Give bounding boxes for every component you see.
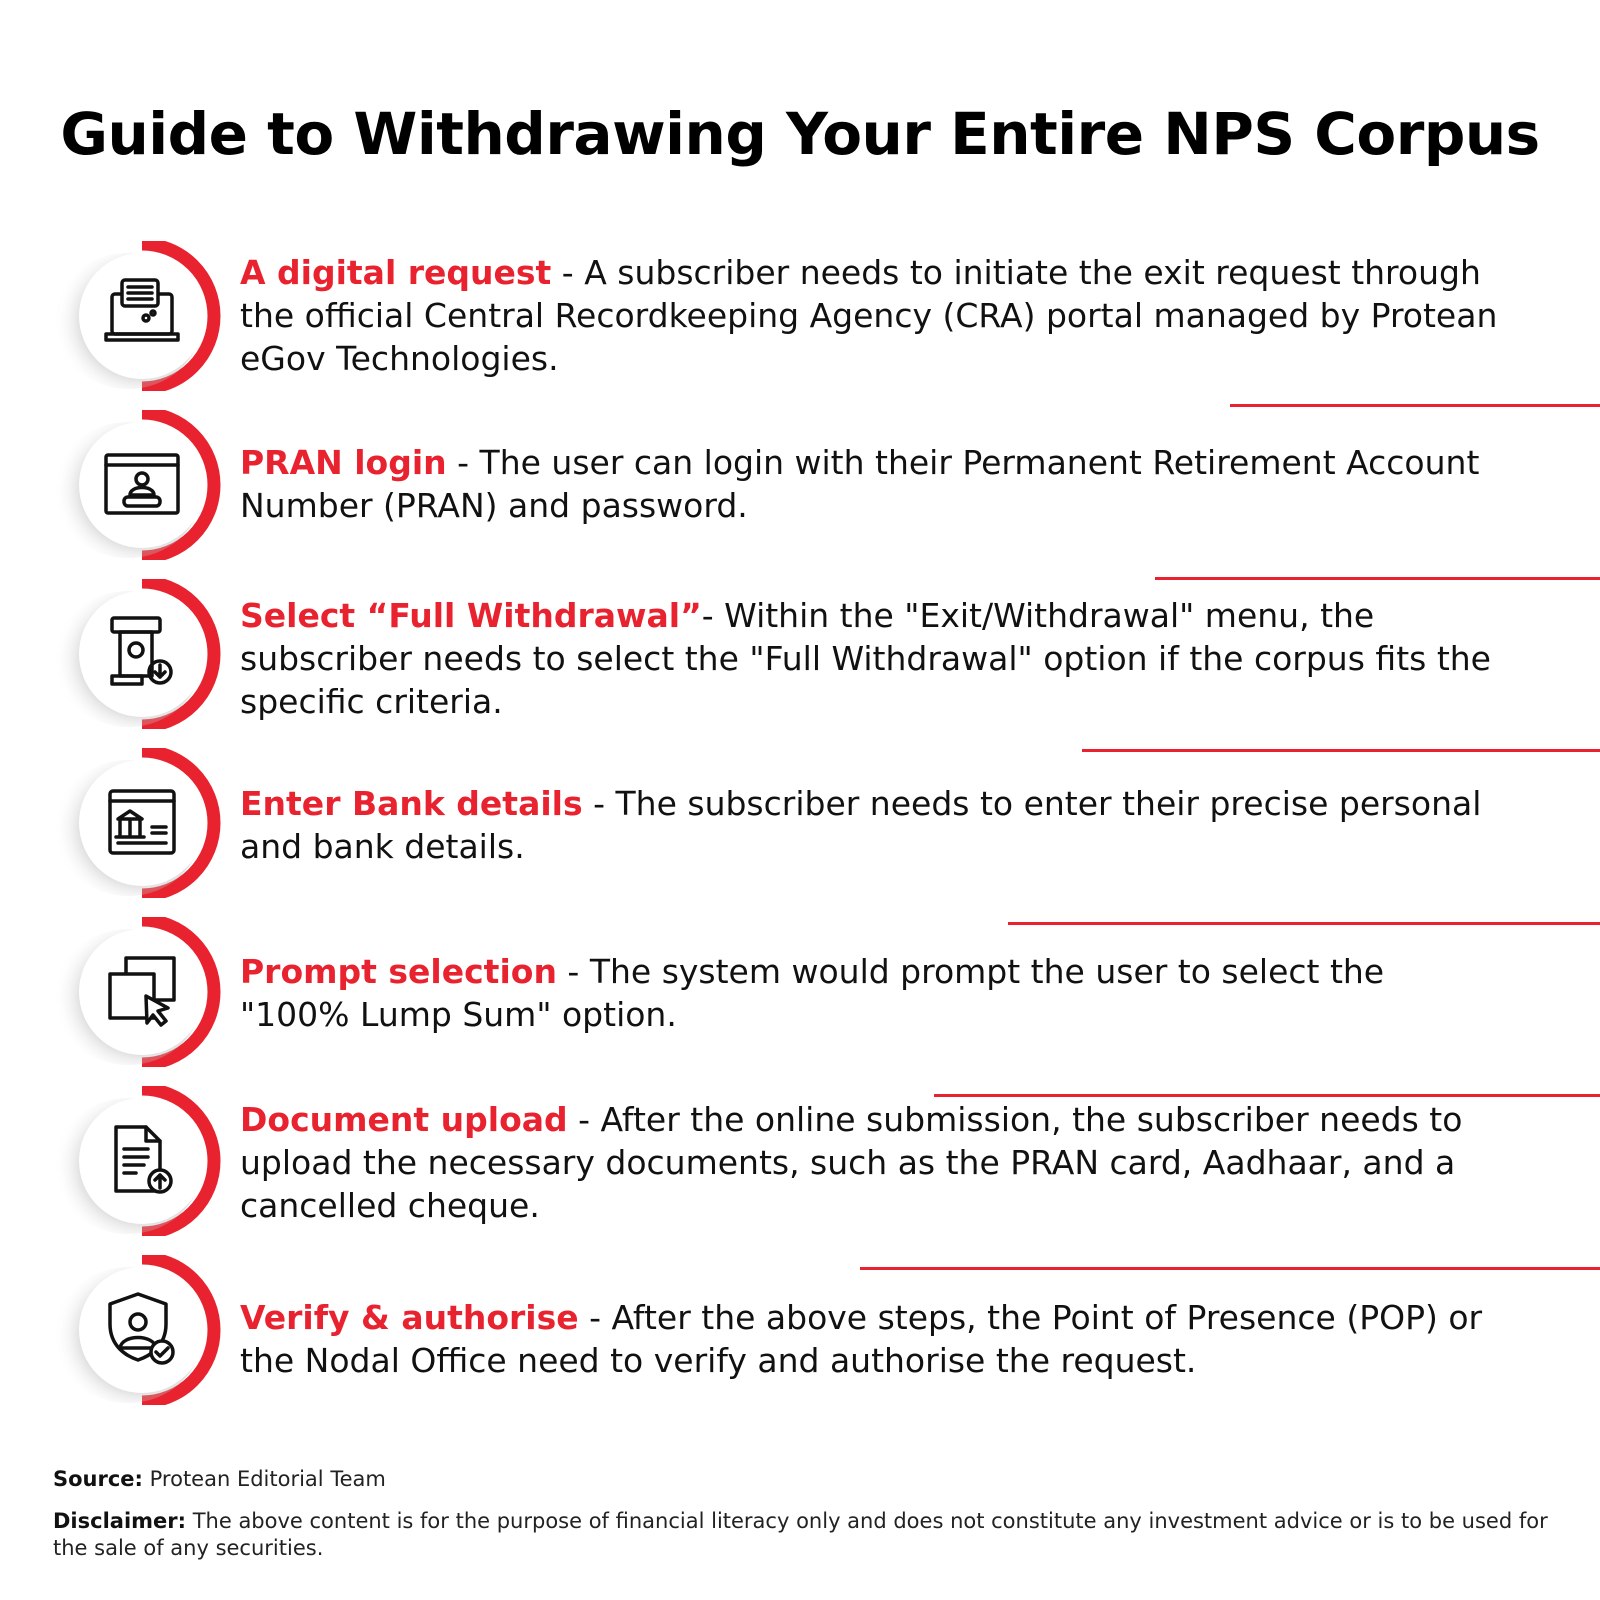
step-text (240, 950, 1500, 1036)
step-item (0, 228, 1600, 397)
step-heading: PRAN login (240, 443, 447, 482)
step-description: - The subscriber needs to enter their precise personal and bank details. (240, 784, 1482, 866)
source-text: Protean Editorial Team (142, 1467, 386, 1491)
step-text (240, 441, 1500, 527)
page-title: Guide to Withdrawing Your Entire NPS Corpus (60, 100, 1540, 168)
step-divider (1230, 404, 1600, 407)
step-divider (1155, 577, 1600, 580)
step-description: - After the above steps, the Point of Presence (POP) or the Nodal Office need to verify and authorise the request. (240, 1298, 1483, 1380)
step-text (240, 1098, 1500, 1227)
source-line (53, 1466, 1553, 1493)
step-text (240, 1296, 1500, 1382)
step-badge (54, 1086, 224, 1236)
step-description: - A subscriber needs to initiate the exit request through the official Central Recordkeeping Agency (CRA) portal managed by Protean eGov Technologies. (240, 253, 1498, 378)
step-divider (1008, 922, 1600, 925)
step-badge (54, 917, 224, 1067)
step-badge (54, 579, 224, 729)
step-text (240, 251, 1500, 380)
step-badge (54, 410, 224, 560)
step-item (0, 735, 1600, 904)
step-heading: Prompt selection (240, 952, 557, 991)
step-item (0, 1073, 1600, 1242)
step-divider (860, 1267, 1600, 1270)
step-badge (54, 1255, 224, 1405)
source-label: Source: (53, 1467, 143, 1491)
disclaimer-text: The above content is for the purpose of financial literacy only and does not constitute any investment advice or is to be used for the sale of any securities. (53, 1509, 1548, 1560)
step-heading: A digital request (240, 253, 552, 292)
step-text (240, 594, 1500, 723)
step-description: - The system would prompt the user to select the "100% Lump Sum" option. (240, 952, 1385, 1034)
step-description: - Within the "Exit/Withdrawal" menu, the subscriber needs to select the "Full Withdrawal" option if the corpus fits the specific criteria. (240, 596, 1491, 721)
step-heading: Verify & authorise (240, 1298, 579, 1337)
step-divider (934, 1094, 1600, 1097)
step-text (240, 782, 1500, 868)
disclaimer-label: Disclaimer: (53, 1509, 187, 1533)
step-description: - The user can login with their Permanent Retirement Account Number (PRAN) and password. (240, 443, 1480, 525)
step-description: - After the online submission, the subscriber needs to upload the necessary documents, such as the PRAN card, Aadhaar, and a cancelled cheque. (240, 1100, 1463, 1225)
step-badge (54, 241, 224, 391)
step-item (0, 904, 1600, 1073)
step-heading: Enter Bank details (240, 784, 583, 823)
step-item (0, 397, 1600, 566)
step-heading: Select “Full Withdrawal” (240, 596, 702, 635)
step-heading: Document upload (240, 1100, 568, 1139)
step-item (0, 566, 1600, 735)
disclaimer (53, 1508, 1553, 1562)
step-badge (54, 748, 224, 898)
step-divider (1082, 749, 1600, 752)
